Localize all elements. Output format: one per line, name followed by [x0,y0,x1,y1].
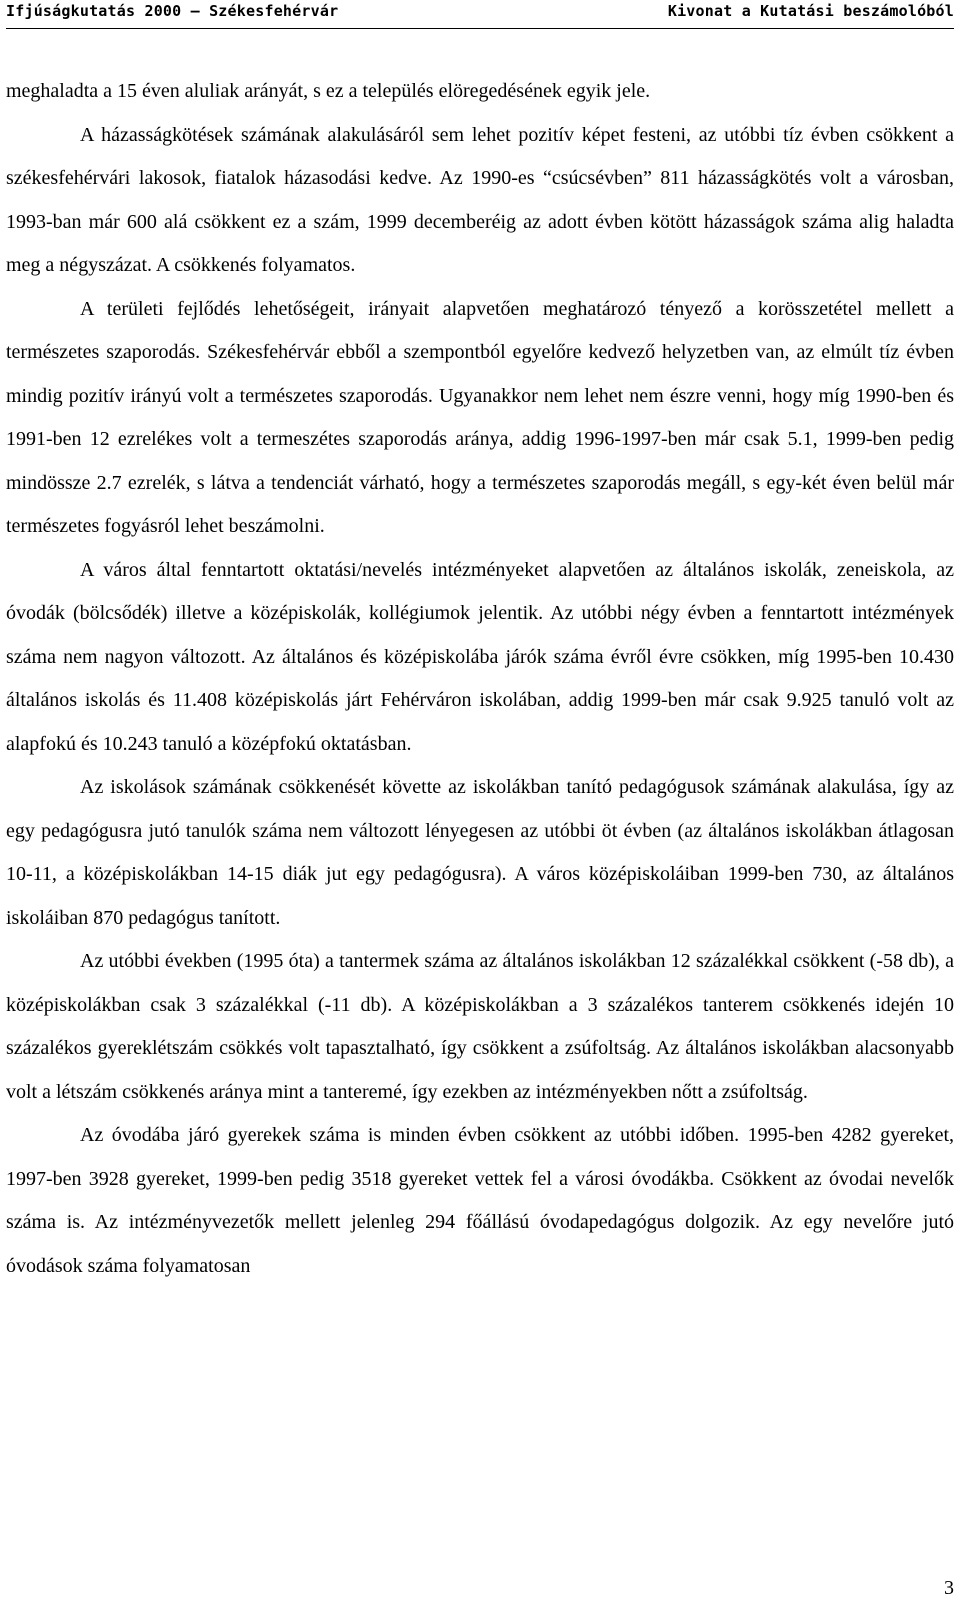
paragraph-marriages: A házasságkötések számának alakulásáról sem lehet pozitív képet festeni, az utóbbi tíz évben csökkent a székesfehérvári lakosok, fiatalok házasodási kedve. Az 1990-es “csúcsévben” 811 házasságkötés volt a városban, 1993-ban már 600 alá csökkent ez a szám, 1999 decemberéig az adott évben kötött házasságok száma alig haladta meg a négyszázat. A csökkenés folyamatos. [6,123,954,276]
header-title: Ifjúságkutatás 2000 – Székesfehérvár [6,2,339,20]
paragraph-continuation: meghaladta a 15 éven aluliak arányát, s ez a település elöregedésének egyik jele. [6,80,651,102]
header-subtitle: Kivonat a Kutatási beszámolóból [667,2,954,20]
document-body [6,70,954,1288]
page-number: 3 [944,1577,954,1599]
paragraph-classrooms: Az utóbbi években (1995 óta) a tantermek száma az általános iskolákban 12 százalékkal csökkent (-58 db), a középiskolákban csak 3 százalékkal (-11 db). A középiskolákban a 3 százalékos tanterem csökkenés idején 10 százalékos gyereklétszám csökkés volt tapasztalható, így csökkent a zsúfoltság. Az általános iskolákban alacsonyabb volt a létszám csökkenés aránya mint a tanteremé, így ezekben az intézményekben nőtt a zsúfoltság. [6,950,954,1103]
paragraph-education-institutions: A város által fenntartott oktatási/nevelés intézményeket alapvetően az általános iskolák, zeneiskola, az óvodák (bölcsődék) illetve a középiskolák, kollégiumok jelentik. Az utóbbi négy évben a fenntartott intézmények száma nem nagyon változott. Az általános és középiskolába járók száma évről évre csökken, míg 1995-ben 10.430 általános iskolás és 11.408 középiskolás járt Fehérváron iskolában, addig 1999-ben már csak 9.925 tanuló volt az alapfokú és 10.243 tanuló a középfokú oktatásban. [6,558,954,755]
paragraph-teachers: Az iskolások számának csökkenését követte az iskolákban tanító pedagógusok számának alakulása, így az egy pedagógusra jutó tanulók száma nem változott lényegesen az utóbbi öt évben (az általános iskolákban átlagosan 10-11, a középiskolákban 14-15 diák jut egy pedagógusra). A város középiskoláiban 1999-ben 730, az általános iskoláiban 870 pedagógus tanított. [6,776,954,929]
paragraph-natural-growth: A területi fejlődés lehetőségeit, irányait alapvetően meghatározó tényező a korösszetétel mellett a természetes szaporodás. Székesfehérvár ebből a szempontból egyelőre kedvező helyzetben van, az elmúlt tíz évben mindig pozitív irányú volt a természetes szaporodás. Ugyanakkor nem lehet nem észre venni, hogy míg 1990-ben és 1991-ben 12 ezrelékes volt a termeszétes szaporodás aránya, addig 1996-1997-ben már csak 5.1, 1999-ben pedig mindössze 2.7 ezrelék, s látva a tendenciát várható, hogy a természetes szaporodás megáll, s egy-két éven belül már természetes fogyásról lehet beszámolni. [6,297,954,537]
page-header [6,0,954,29]
paragraph-kindergartens: Az óvodába járó gyerekek száma is minden évben csökkent az utóbbi időben. 1995-ben 4282 gyereket, 1997-ben 3928 gyereket, 1999-ben pedig 3518 gyereket vettek fel a városi óvodákba. Csökkent az óvodai nevelők száma is. Az intézményvezetők mellett jelenleg 294 főállású óvodapedagógus dolgozik. Az egy nevelőre jutó óvodások száma folyamatosan [6,1124,954,1277]
